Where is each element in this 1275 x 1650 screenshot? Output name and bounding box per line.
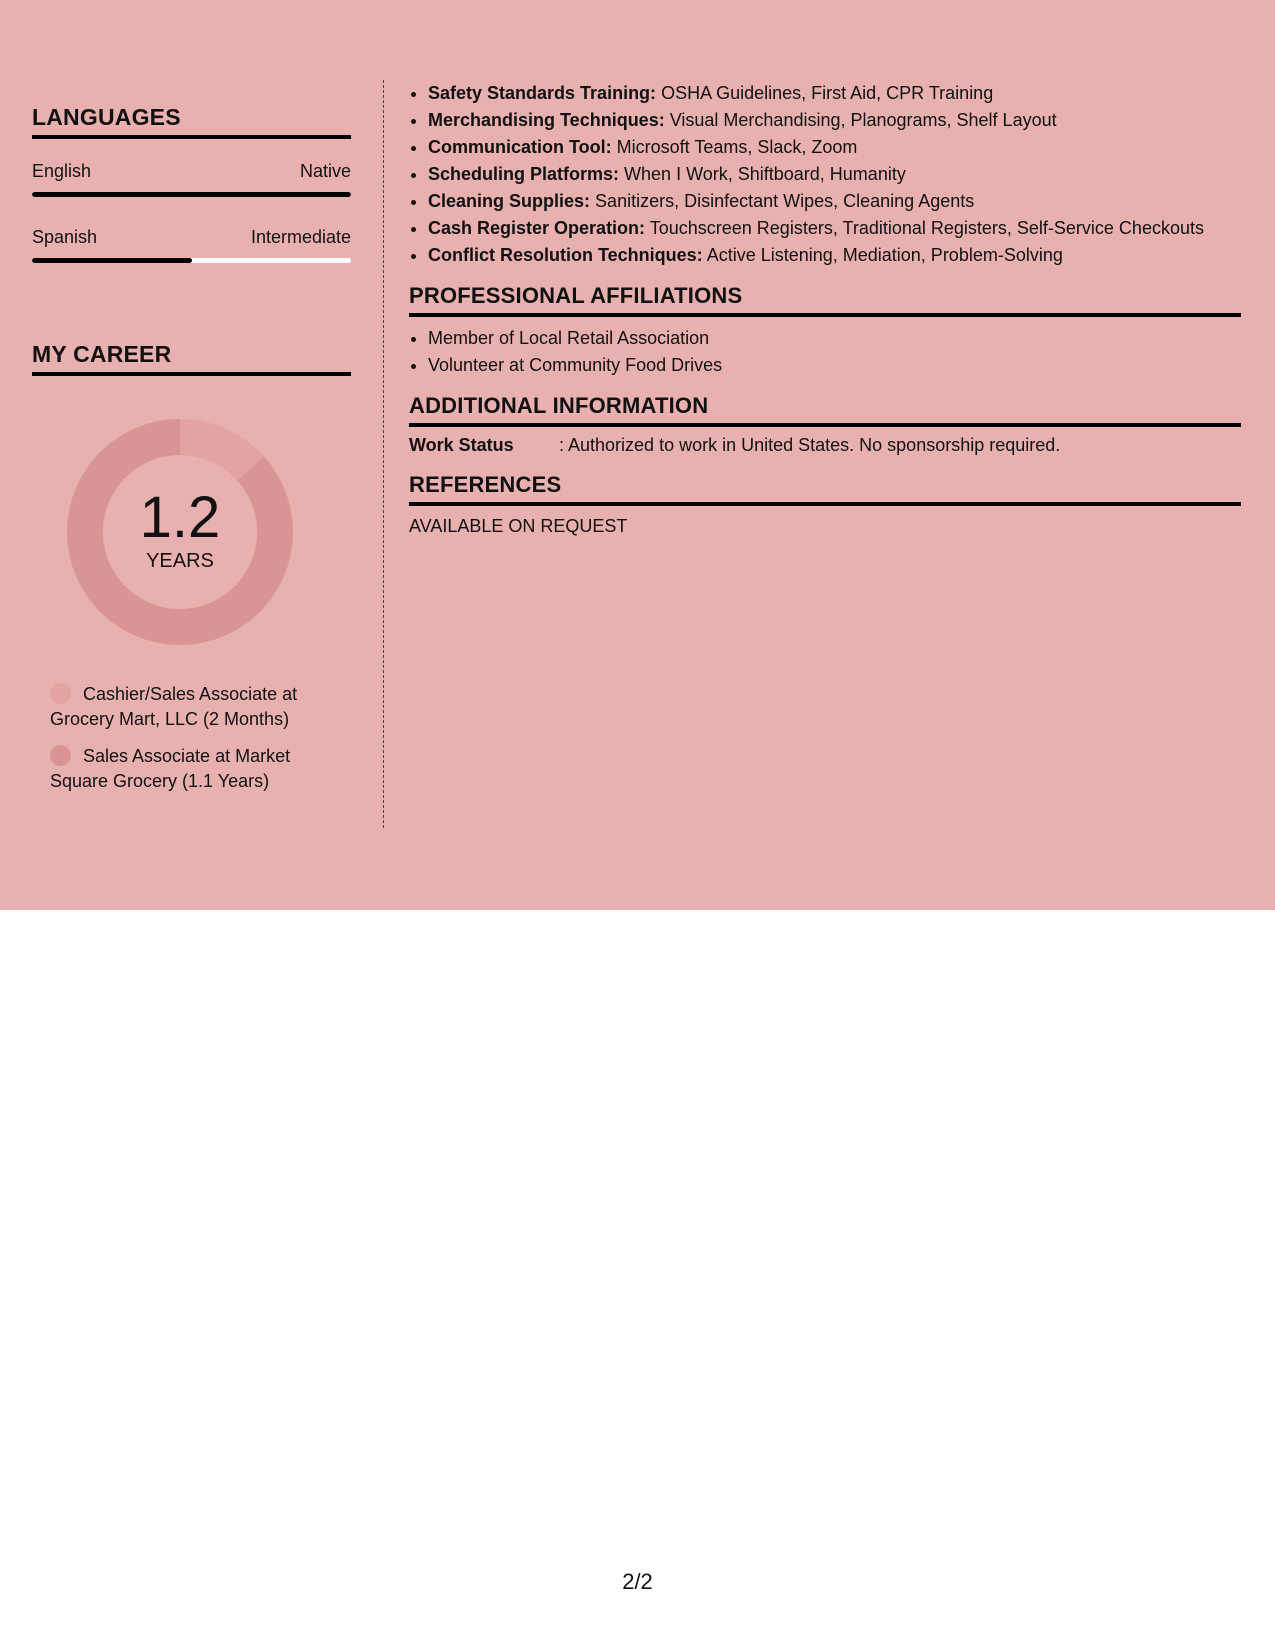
career-total-unit: YEARS (146, 549, 214, 572)
list-item: • Conflict Resolution Techniques: Active Listening, Mediation, Problem-Solving (428, 242, 1241, 269)
work-status-value: : Authorized to work in United States. No sponsorship required. (559, 435, 1061, 455)
language-level: Intermediate (250, 227, 351, 247)
additional-info-heading: ADDITIONAL INFORMATION (409, 393, 1241, 427)
work-status-row (409, 435, 1241, 456)
column-divider (383, 80, 384, 828)
affiliations-section (409, 283, 1241, 379)
language-english (32, 161, 351, 197)
career-donut-chart (66, 418, 294, 646)
page-number: 2/2 (622, 1569, 653, 1594)
languages-heading: LANGUAGES (32, 104, 351, 139)
language-bar (32, 192, 351, 197)
references-section (409, 472, 1241, 537)
list-item: • Safety Standards Training: OSHA Guidelines, First Aid, CPR Training (428, 80, 1241, 107)
language-bar-fill (32, 258, 192, 263)
skills-list (409, 80, 1241, 269)
list-item: • Cash Register Operation: Touchscreen Registers, Traditional Registers, Self-Service Checkouts (428, 215, 1241, 242)
legend-item (50, 682, 340, 732)
affiliations-heading: PROFESSIONAL AFFILIATIONS (409, 283, 1241, 317)
right-column (409, 80, 1241, 537)
list-item: • Member of Local Retail Association (428, 325, 1241, 352)
language-name: Spanish (32, 227, 98, 247)
work-status-label: Work Status (409, 435, 514, 455)
list-item: • Volunteer at Community Food Drives (428, 352, 1241, 379)
language-spanish (32, 227, 351, 263)
affiliations-list (409, 325, 1241, 379)
left-column (32, 80, 351, 806)
career-legend (50, 682, 340, 794)
references-heading: REFERENCES (409, 472, 1241, 506)
language-level: Native (299, 161, 351, 181)
language-name: English (32, 161, 92, 181)
career-total-value: 1.2 (139, 484, 221, 550)
list-item: • Scheduling Platforms: When I Work, Shiftboard, Humanity (428, 161, 1241, 188)
language-bar-fill (32, 192, 351, 197)
list-item: • Cleaning Supplies: Sanitizers, Disinfectant Wipes, Cleaning Agents (428, 188, 1241, 215)
additional-info-section (409, 393, 1241, 456)
legend-label: Cashier/Sales Associate at Grocery Mart, LLC (2 Months) (50, 684, 298, 729)
legend-dot (50, 683, 71, 704)
references-text: AVAILABLE ON REQUEST (409, 516, 628, 536)
legend-dot (50, 745, 71, 766)
list-item: • Communication Tool: Microsoft Teams, Slack, Zoom (428, 134, 1241, 161)
list-item: • Merchandising Techniques: Visual Merchandising, Planograms, Shelf Layout (428, 107, 1241, 134)
career-heading: MY CAREER (32, 341, 351, 376)
legend-item (50, 744, 340, 794)
legend-label: Sales Associate at Market Square Grocery (1.1 Years) (50, 746, 291, 791)
language-bar (32, 258, 351, 263)
